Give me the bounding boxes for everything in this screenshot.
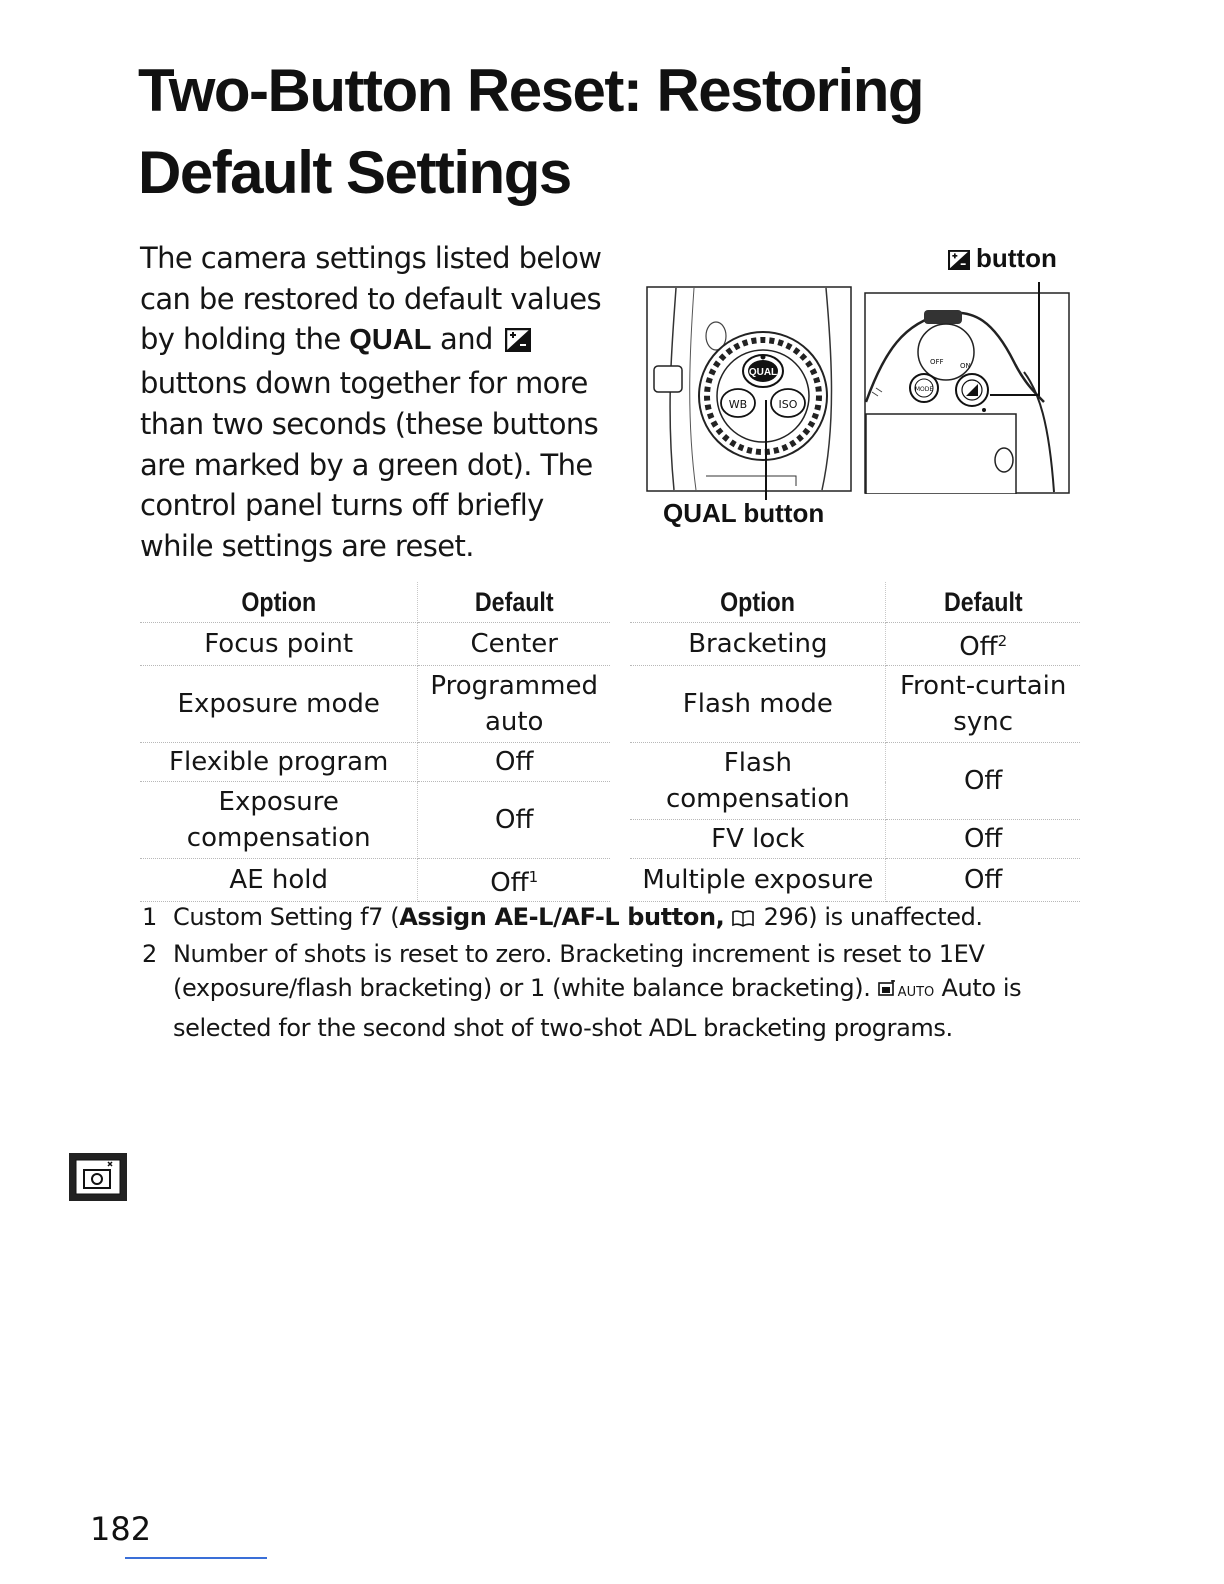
svg-text:ISO: ISO <box>778 398 798 411</box>
exposure-button-caption: button <box>948 243 1057 277</box>
table-row <box>140 623 1080 666</box>
default-cell: Off <box>886 743 1080 820</box>
exposure-button-leader-horizontal <box>990 394 1040 396</box>
intro-text-2: buttons down together for more than two seconds (these buttons are marked by a green dot). The control panel turns off briefly while settings are reset. <box>140 366 599 563</box>
header-option-left: Option <box>159 582 398 623</box>
intro-text-and: and <box>431 322 502 357</box>
table-row <box>140 743 1080 782</box>
option-cell: Exposure mode <box>140 666 418 743</box>
reset-options-table <box>140 582 1080 902</box>
table-row <box>140 859 1080 902</box>
option-cell: Multiple exposure <box>630 859 885 902</box>
option-cell: Focus point <box>140 623 418 666</box>
header-default-left: Default <box>431 582 596 623</box>
exposure-compensation-icon <box>948 246 970 277</box>
shooting-menu-icon <box>68 1152 128 1202</box>
qual-keyword: QUAL <box>349 324 432 357</box>
book-reference-icon <box>732 902 754 937</box>
option-cell: Flash compensation <box>630 743 885 820</box>
default-cell: Off$^2$ <box>886 623 1080 666</box>
exposure-compensation-icon <box>505 322 531 363</box>
option-cell: Exposure compensation <box>140 782 418 859</box>
default-cell: Off <box>418 782 610 859</box>
default-cell: Off <box>886 859 1080 902</box>
header-option-right: Option <box>648 582 868 623</box>
footnotes <box>142 900 1072 1045</box>
table-row <box>140 666 1080 743</box>
svg-text:MODE: MODE <box>914 386 934 393</box>
footnote-1: 1 Custom Setting f7 (Assign AE-L/AF-L button, 296) is unaffected. <box>142 900 1072 937</box>
adl-auto-text: AUTO <box>897 985 935 1000</box>
option-cell: FV lock <box>630 820 885 859</box>
qual-button-leader <box>765 400 767 500</box>
default-cell: Front-curtain sync <box>886 666 1080 743</box>
option-cell: Flash mode <box>630 666 885 743</box>
page-title <box>138 50 1098 214</box>
option-cell: AE hold <box>140 859 418 902</box>
intro-text-1: The camera settings listed below can be restored to default values by holding the <box>140 241 602 357</box>
option-cell: Flexible program <box>140 743 418 782</box>
qual-button-caption: QUAL button <box>663 498 825 528</box>
svg-text:WB: WB <box>728 398 748 411</box>
page-number: 182 <box>90 1510 152 1548</box>
default-cell: Off <box>886 820 1080 859</box>
svg-text:QUAL: QUAL <box>748 367 778 378</box>
page-number-underline <box>125 1557 267 1559</box>
adl-icon <box>878 972 898 1007</box>
title-line-1: Two-Button Reset: Restoring <box>138 57 923 124</box>
default-cell: Programmed auto <box>418 666 610 743</box>
svg-text:ON: ON <box>960 362 971 370</box>
footnote-ref: 1 <box>528 868 539 886</box>
footnote-ref: 2 <box>997 632 1008 650</box>
default-cell: Center <box>418 623 610 666</box>
header-default-right: Default <box>899 582 1066 623</box>
option-cell: Bracketing <box>630 623 885 666</box>
default-cell: Off$^1$ <box>418 859 610 902</box>
camera-back-left-illustration <box>646 286 852 492</box>
table-header-row <box>140 582 1080 623</box>
default-cell: Off <box>418 743 610 782</box>
intro-paragraph <box>140 238 610 567</box>
exposure-button-leader <box>1038 282 1040 396</box>
footnote-2: 2 Number of shots is reset to zero. Bracketing increment is reset to 1EV (exposure/flash bracketing) or 1 (white balance bracketing). AUTO Auto is selected for the second shot of two-shot ADL bracketing programs. <box>142 939 1022 1042</box>
svg-text:OFF: OFF <box>930 358 944 366</box>
title-line-2: Default Settings <box>138 139 571 206</box>
